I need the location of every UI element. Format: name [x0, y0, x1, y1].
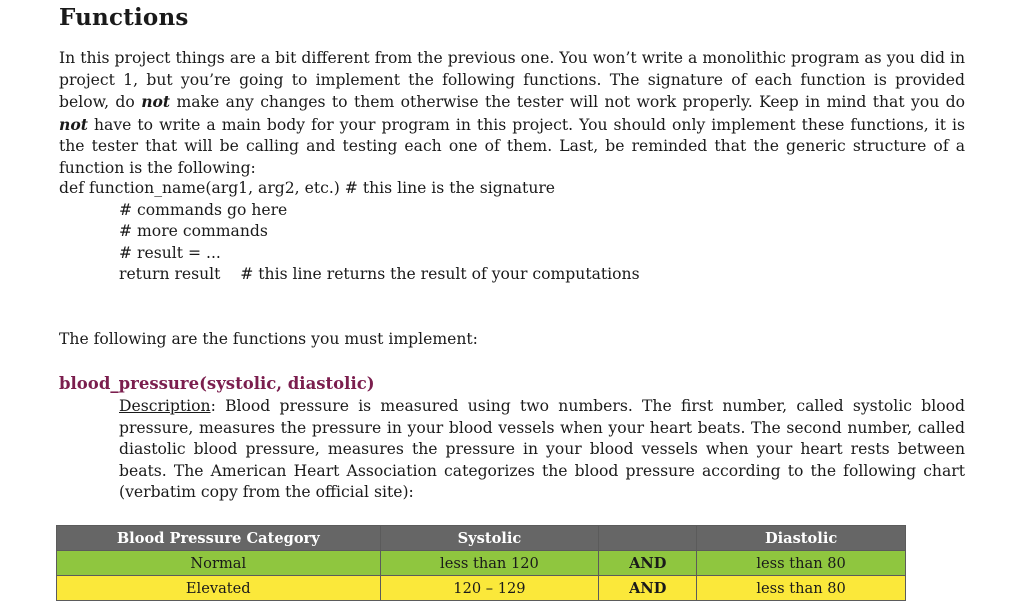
cell-operator: AND: [599, 576, 697, 601]
cell-systolic: less than 120: [380, 551, 599, 576]
header-category: Blood Pressure Category: [57, 526, 381, 551]
cell-category: Normal: [57, 551, 381, 576]
intro-paragraph: [59, 48, 965, 180]
intro-emphasis-not-1: not: [141, 92, 171, 112]
function-description: [119, 396, 965, 504]
code-line-more-commands: # more commands: [119, 222, 268, 241]
code-line-commands: # commands go here: [119, 200, 288, 219]
cell-category: Elevated: [57, 576, 381, 601]
description-text: : Blood pressure is measured using two numbers. The first number, called systolic blood pressure, measures the pressure in your blood vessels when your heart beats. The second number, called diastolic blood pressure, measures the pressure in your blood vessels when your heart rests between beats. The American Heart Association categorizes the blood pressure according to the following chart (verbatim copy from the official site):: [119, 397, 965, 502]
blood-pressure-table: [56, 525, 906, 601]
function-template-code: [59, 178, 965, 286]
cell-operator: AND: [599, 551, 697, 576]
header-operator: [599, 526, 697, 551]
table-row-normal: [57, 551, 906, 576]
functions-intro: The following are the functions you must implement:: [59, 330, 478, 348]
table-header-row: [57, 526, 906, 551]
code-line-result: # result = ...: [119, 243, 221, 262]
section-heading: Functions: [59, 4, 189, 31]
description-label: Description: [119, 397, 211, 415]
code-line-signature: def function_name(arg1, arg2, etc.) # this line is the signature: [59, 179, 556, 197]
cell-diastolic: less than 80: [697, 551, 906, 576]
intro-text-3: have to write a main body for your program in this project. You should only implement these functions, it is the tester that will be calling and testing each one of them. Last, be reminded that the generic structure of a function is the following:: [59, 115, 965, 177]
intro-text-1: In this project things are a bit different from the previous one. You won’t write a monolithic program as you did in project 1, but you’re going to implement the following functions. The signature of each function is provided below, do: [59, 49, 965, 112]
function-signature: blood_pressure(systolic, diastolic): [59, 374, 375, 393]
header-systolic: Systolic: [380, 526, 599, 551]
cell-systolic: 120 – 129: [380, 576, 599, 601]
intro-text-2: make any changes to them otherwise the tester will not work properly. Keep in mind that you do: [170, 93, 966, 112]
intro-emphasis-not-2: not: [59, 114, 88, 134]
header-diastolic: Diastolic: [697, 526, 906, 551]
table-row-elevated: [57, 576, 906, 601]
code-line-return: return result # this line returns the result of your computations: [119, 265, 640, 284]
cell-diastolic: less than 80: [697, 576, 906, 601]
